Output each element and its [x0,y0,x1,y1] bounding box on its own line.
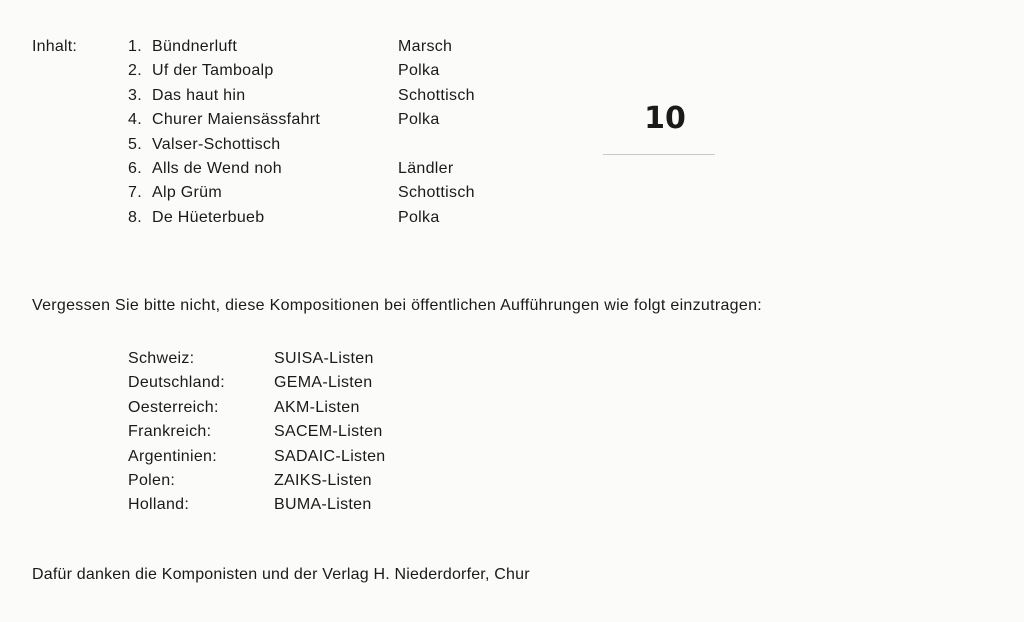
reminder-text: Vergessen Sie bitte nicht, diese Kompositionen bei öffentlichen Aufführungen wie folgt einzutragen: [32,297,763,314]
item-number: 4. [128,111,142,129]
item-number: 5. [128,135,142,153]
list-item [128,111,548,135]
society-name: SACEM-Listen [274,423,383,441]
page-number: 10 [644,101,686,136]
list-item [128,350,448,374]
list-item [128,209,548,233]
item-genre: Marsch [398,38,453,55]
item-title: Bündnerluft [152,38,238,55]
list-item [128,136,548,160]
list-item [128,374,448,398]
item-genre: Ländler [398,159,454,177]
list-item [128,184,548,208]
country-label: Deutschland: [128,374,225,392]
society-name: BUMA-Listen [274,496,372,514]
list-item [128,496,448,520]
item-genre: Schottisch [398,184,475,202]
country-label: Schweiz: [128,350,195,367]
item-title: Das haut hin [152,86,246,104]
item-genre: Schottisch [398,86,475,104]
country-label: Frankreich: [128,423,212,441]
thanks-text: Dafür danken die Komponisten und der Verlag H. Niederdorfer, Chur [32,566,530,583]
country-label: Holland: [128,496,190,514]
page-number-rule [603,154,715,155]
list-item [128,38,548,62]
item-number: 3. [128,86,142,104]
contents-label: Inhalt: [32,38,77,55]
list-item [128,472,448,496]
contents-list [128,38,548,233]
list-item [128,87,548,111]
rights-society-list [128,350,448,521]
item-genre: Polka [398,62,440,80]
country-label: Argentinien: [128,447,217,465]
item-title: Alls de Wend noh [152,159,282,177]
society-name: AKM-Listen [274,398,360,416]
item-title: Valser-Schottisch [152,135,281,153]
society-name: SADAIC-Listen [274,447,386,465]
item-number: 6. [128,159,142,177]
list-item [128,423,448,447]
item-title: Churer Maiensässfahrt [152,111,321,129]
country-label: Polen: [128,471,176,489]
list-item [128,62,548,86]
society-name: SUISA-Listen [274,350,374,367]
item-title: De Hüeterbueb [152,208,265,226]
item-number: 1. [128,38,142,55]
society-name: GEMA-Listen [274,374,373,392]
list-item [128,160,548,184]
society-name: ZAIKS-Listen [274,471,372,489]
item-title: Alp Grüm [152,184,222,202]
country-label: Oesterreich: [128,398,219,416]
list-item [128,399,448,423]
item-number: 2. [128,62,142,80]
item-number: 8. [128,208,142,226]
item-number: 7. [128,184,142,202]
item-genre: Polka [398,208,440,226]
item-genre: Polka [398,111,440,129]
list-item [128,448,448,472]
item-title: Uf der Tamboalp [152,62,274,80]
